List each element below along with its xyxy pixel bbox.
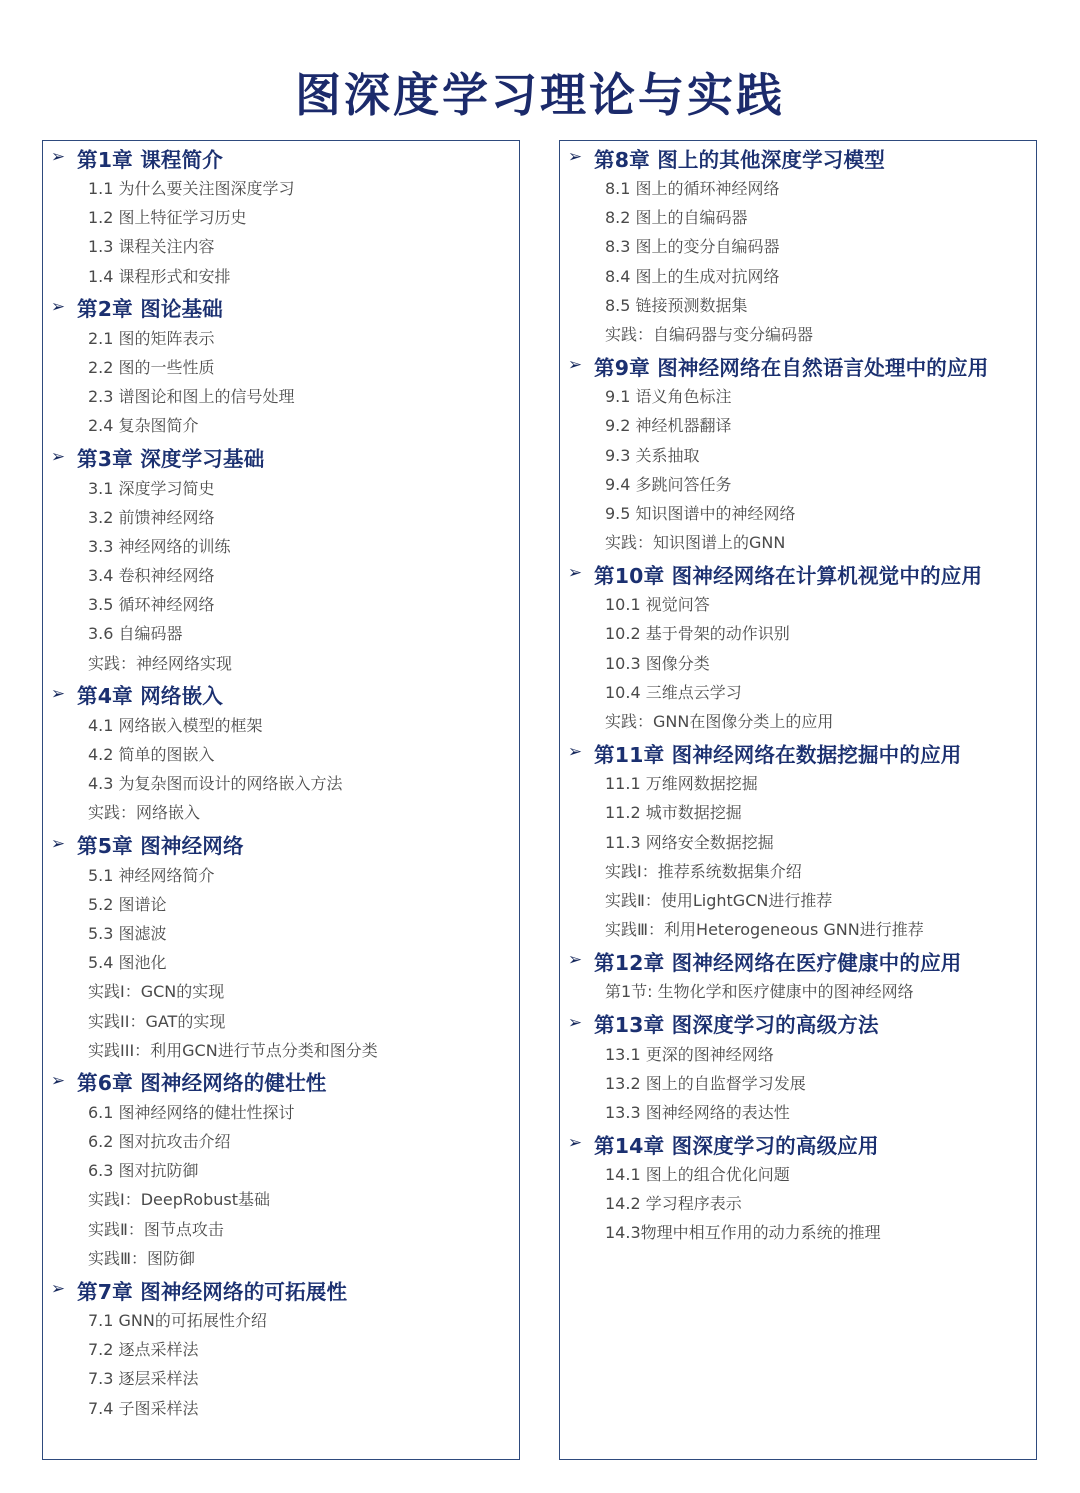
- section-list: [43, 711, 519, 828]
- chapter-heading: [560, 944, 1036, 977]
- section-item: 实践Ⅱ：使用LightGCN进行推荐: [605, 890, 833, 910]
- arrowhead-icon: ➢: [567, 563, 583, 584]
- chapter-title: 第5章 图神经网络: [77, 834, 244, 859]
- chapter-heading: [560, 557, 1036, 590]
- arrowhead-icon: ➢: [567, 1012, 583, 1033]
- section-item: 10.2 基于骨架的动作识别: [605, 624, 790, 644]
- chapter-title: 第8章 图上的其他深度学习模型: [594, 147, 885, 172]
- section-item: 实践Ⅲ：利用Heterogeneous GNN进行推荐: [605, 920, 924, 940]
- chapter: [560, 736, 1036, 944]
- section-item: 11.3 网络安全数据挖掘: [605, 832, 774, 852]
- section-item: 1.2 图上特征学习历史: [88, 208, 247, 228]
- section-item: 1.4 课程形式和安排: [88, 266, 231, 286]
- section-item: 实践：知识图谱上的GNN: [605, 533, 786, 553]
- chapter-title: 第6章 图神经网络的健壮性: [77, 1071, 327, 1096]
- section-item: 3.4 卷积神经网络: [88, 566, 215, 586]
- section-item: 13.1 更深的图神经网络: [605, 1044, 774, 1064]
- chapter-title: 第12章 图神经网络在医疗健康中的应用: [594, 950, 962, 975]
- section-item: 5.4 图池化: [88, 953, 167, 973]
- section-list: [560, 174, 1036, 349]
- chapter-title: 第2章 图论基础: [77, 297, 224, 322]
- chapter: [43, 1273, 519, 1423]
- toc-column-right: [559, 140, 1037, 1460]
- section-item: 1.3 课程关注内容: [88, 237, 215, 257]
- arrowhead-icon: ➢: [567, 1133, 583, 1154]
- arrowhead-icon: ➢: [50, 683, 66, 704]
- section-item: 1.1 为什么要关注图深度学习: [88, 179, 295, 198]
- section-item: 9.2 神经机器翻译: [605, 416, 732, 436]
- section-item: 2.1 图的矩阵表示: [88, 328, 215, 348]
- chapter: [560, 1127, 1036, 1248]
- chapter-heading: [43, 441, 519, 474]
- section-item: 2.3 谱图论和图上的信号处理: [88, 387, 295, 407]
- section-item: 4.1 网络嵌入模型的框架: [88, 715, 263, 735]
- section-list: [43, 1098, 519, 1273]
- chapter-heading: [43, 291, 519, 324]
- section-item: 实践III：利用GCN进行节点分类和图分类: [88, 1040, 378, 1060]
- chapter-heading: [560, 1127, 1036, 1160]
- chapter-title: 第4章 网络嵌入: [77, 684, 224, 709]
- chapter-title: 第9章 图神经网络在自然语言处理中的应用: [594, 355, 989, 380]
- section-list: [560, 1160, 1036, 1248]
- page-title: 图深度学习理论与实践: [295, 67, 785, 122]
- chapter-title: 第11章 图神经网络在数据挖掘中的应用: [594, 742, 962, 767]
- section-item: 7.3 逐层采样法: [88, 1369, 199, 1389]
- arrowhead-icon: ➢: [50, 833, 66, 854]
- chapter: [560, 349, 1036, 557]
- section-item: 实践II：GAT的实现: [88, 1011, 226, 1031]
- section-item: 3.2 前馈神经网络: [88, 507, 215, 527]
- arrowhead-icon: ➢: [50, 446, 66, 467]
- arrowhead-icon: ➢: [50, 1279, 66, 1299]
- section-item: 10.4 三维点云学习: [605, 682, 742, 702]
- chapter-heading: [43, 1273, 519, 1306]
- section-item: 3.1 深度学习简史: [88, 478, 215, 498]
- chapter-title: 第10章 图神经网络在计算机视觉中的应用: [594, 563, 983, 588]
- chapter: [43, 678, 519, 828]
- section-item: 3.6 自编码器: [88, 624, 183, 644]
- section-list: [560, 590, 1036, 736]
- section-list: [43, 324, 519, 441]
- section-item: 实践：网络嵌入: [88, 803, 201, 823]
- section-item: 第1节: 生物化学和医疗健康中的图神经网络: [605, 982, 914, 1002]
- chapter-heading: [43, 1065, 519, 1098]
- chapter: [560, 141, 1036, 349]
- section-list: [43, 1306, 519, 1423]
- section-item: 5.1 神经网络简介: [88, 865, 215, 885]
- section-list: [560, 1040, 1036, 1128]
- section-item: 5.2 图谱论: [88, 894, 167, 914]
- section-list: [43, 474, 519, 678]
- section-item: 13.2 图上的自监督学习发展: [605, 1073, 806, 1093]
- chapter: [43, 828, 519, 1065]
- arrowhead-icon: ➢: [567, 950, 583, 971]
- chapter: [560, 1007, 1036, 1128]
- section-item: 实践：GNN在图像分类上的应用: [605, 712, 834, 731]
- arrowhead-icon: ➢: [567, 742, 583, 763]
- section-item: 2.4 复杂图简介: [88, 416, 199, 436]
- section-item: 3.3 神经网络的训练: [88, 536, 231, 556]
- arrowhead-icon: ➢: [50, 147, 66, 167]
- section-item: 8.3 图上的变分自编码器: [605, 237, 780, 257]
- chapter-heading: [43, 828, 519, 861]
- chapter-title: 第14章 图深度学习的高级应用: [594, 1133, 879, 1158]
- section-list: [560, 977, 1036, 1006]
- section-item: 9.3 关系抽取: [605, 445, 700, 465]
- chapter-title: 第13章 图深度学习的高级方法: [594, 1013, 879, 1037]
- section-item: 5.3 图滤波: [88, 923, 167, 943]
- section-item: 9.1 语义角色标注: [605, 387, 732, 407]
- section-item: 7.4 子图采样法: [88, 1398, 199, 1418]
- chapter: [43, 1065, 519, 1273]
- chapter-heading: [560, 349, 1036, 382]
- section-item: 实践Ⅱ：图节点攻击: [88, 1219, 224, 1239]
- section-item: 11.1 万维网数据挖掘: [605, 774, 758, 794]
- section-item: 7.1 GNN的可拓展性介绍: [88, 1311, 267, 1330]
- chapter: [43, 141, 519, 291]
- chapter: [560, 944, 1036, 1006]
- toc-column-left: [42, 140, 520, 1460]
- section-item: 8.2 图上的自编码器: [605, 208, 748, 228]
- section-item: 4.3 为复杂图而设计的网络嵌入方法: [88, 774, 343, 794]
- arrowhead-icon: ➢: [50, 296, 66, 317]
- chapter-heading: [43, 141, 519, 174]
- section-item: 6.2 图对抗攻击介绍: [88, 1132, 231, 1152]
- section-item: 6.1 图神经网络的健壮性探讨: [88, 1102, 295, 1122]
- chapter-heading: [43, 678, 519, 711]
- chapter-title: 第3章 深度学习基础: [77, 447, 265, 471]
- section-item: 10.3 图像分类: [605, 653, 710, 673]
- arrowhead-icon: ➢: [567, 147, 583, 167]
- section-item: 8.4 图上的生成对抗网络: [605, 266, 780, 286]
- chapter-title: 第1章 课程简介: [77, 147, 224, 172]
- section-item: 3.5 循环神经网络: [88, 595, 215, 615]
- chapter-title: 第7章 图神经网络的可拓展性: [77, 1279, 348, 1304]
- section-item: 实践Ⅲ：图防御: [88, 1248, 196, 1268]
- section-item: 实践I：GCN的实现: [88, 982, 225, 1002]
- section-item: 实践Ⅰ：DeepRobust基础: [88, 1190, 270, 1210]
- section-item: 实践Ⅰ：推荐系统数据集介绍: [605, 861, 802, 881]
- section-list: [560, 769, 1036, 944]
- section-item: 8.5 链接预测数据集: [605, 295, 748, 315]
- section-item: 7.2 逐点采样法: [88, 1340, 199, 1360]
- chapter: [43, 441, 519, 678]
- section-item: 14.1 图上的组合优化问题: [605, 1165, 790, 1185]
- section-item: 实践：神经网络实现: [88, 653, 233, 673]
- chapter-heading: [560, 141, 1036, 174]
- section-item: 2.2 图的一些性质: [88, 357, 215, 377]
- chapter-heading: [560, 736, 1036, 769]
- section-item: 9.5 知识图谱中的神经网络: [605, 503, 796, 523]
- section-item: 13.3 图神经网络的表达性: [605, 1102, 790, 1122]
- chapter: [43, 291, 519, 441]
- section-item: 6.3 图对抗防御: [88, 1161, 199, 1181]
- section-list: [560, 382, 1036, 557]
- section-list: [43, 861, 519, 1065]
- section-item: 8.1 图上的循环神经网络: [605, 179, 780, 198]
- chapter-heading: [560, 1007, 1036, 1040]
- section-item: 9.4 多跳问答任务: [605, 474, 732, 494]
- section-item: 实践：自编码器与变分编码器: [605, 324, 814, 344]
- section-item: 11.2 城市数据挖掘: [605, 803, 742, 823]
- section-item: 14.3物理中相互作用的动力系统的推理: [605, 1223, 881, 1243]
- section-item: 4.2 简单的图嵌入: [88, 745, 215, 764]
- arrowhead-icon: ➢: [567, 355, 583, 376]
- section-list: [43, 174, 519, 291]
- section-item: 14.2 学习程序表示: [605, 1194, 742, 1214]
- arrowhead-icon: ➢: [50, 1070, 66, 1091]
- section-item: 10.1 视觉问答: [605, 595, 710, 615]
- chapter: [560, 557, 1036, 736]
